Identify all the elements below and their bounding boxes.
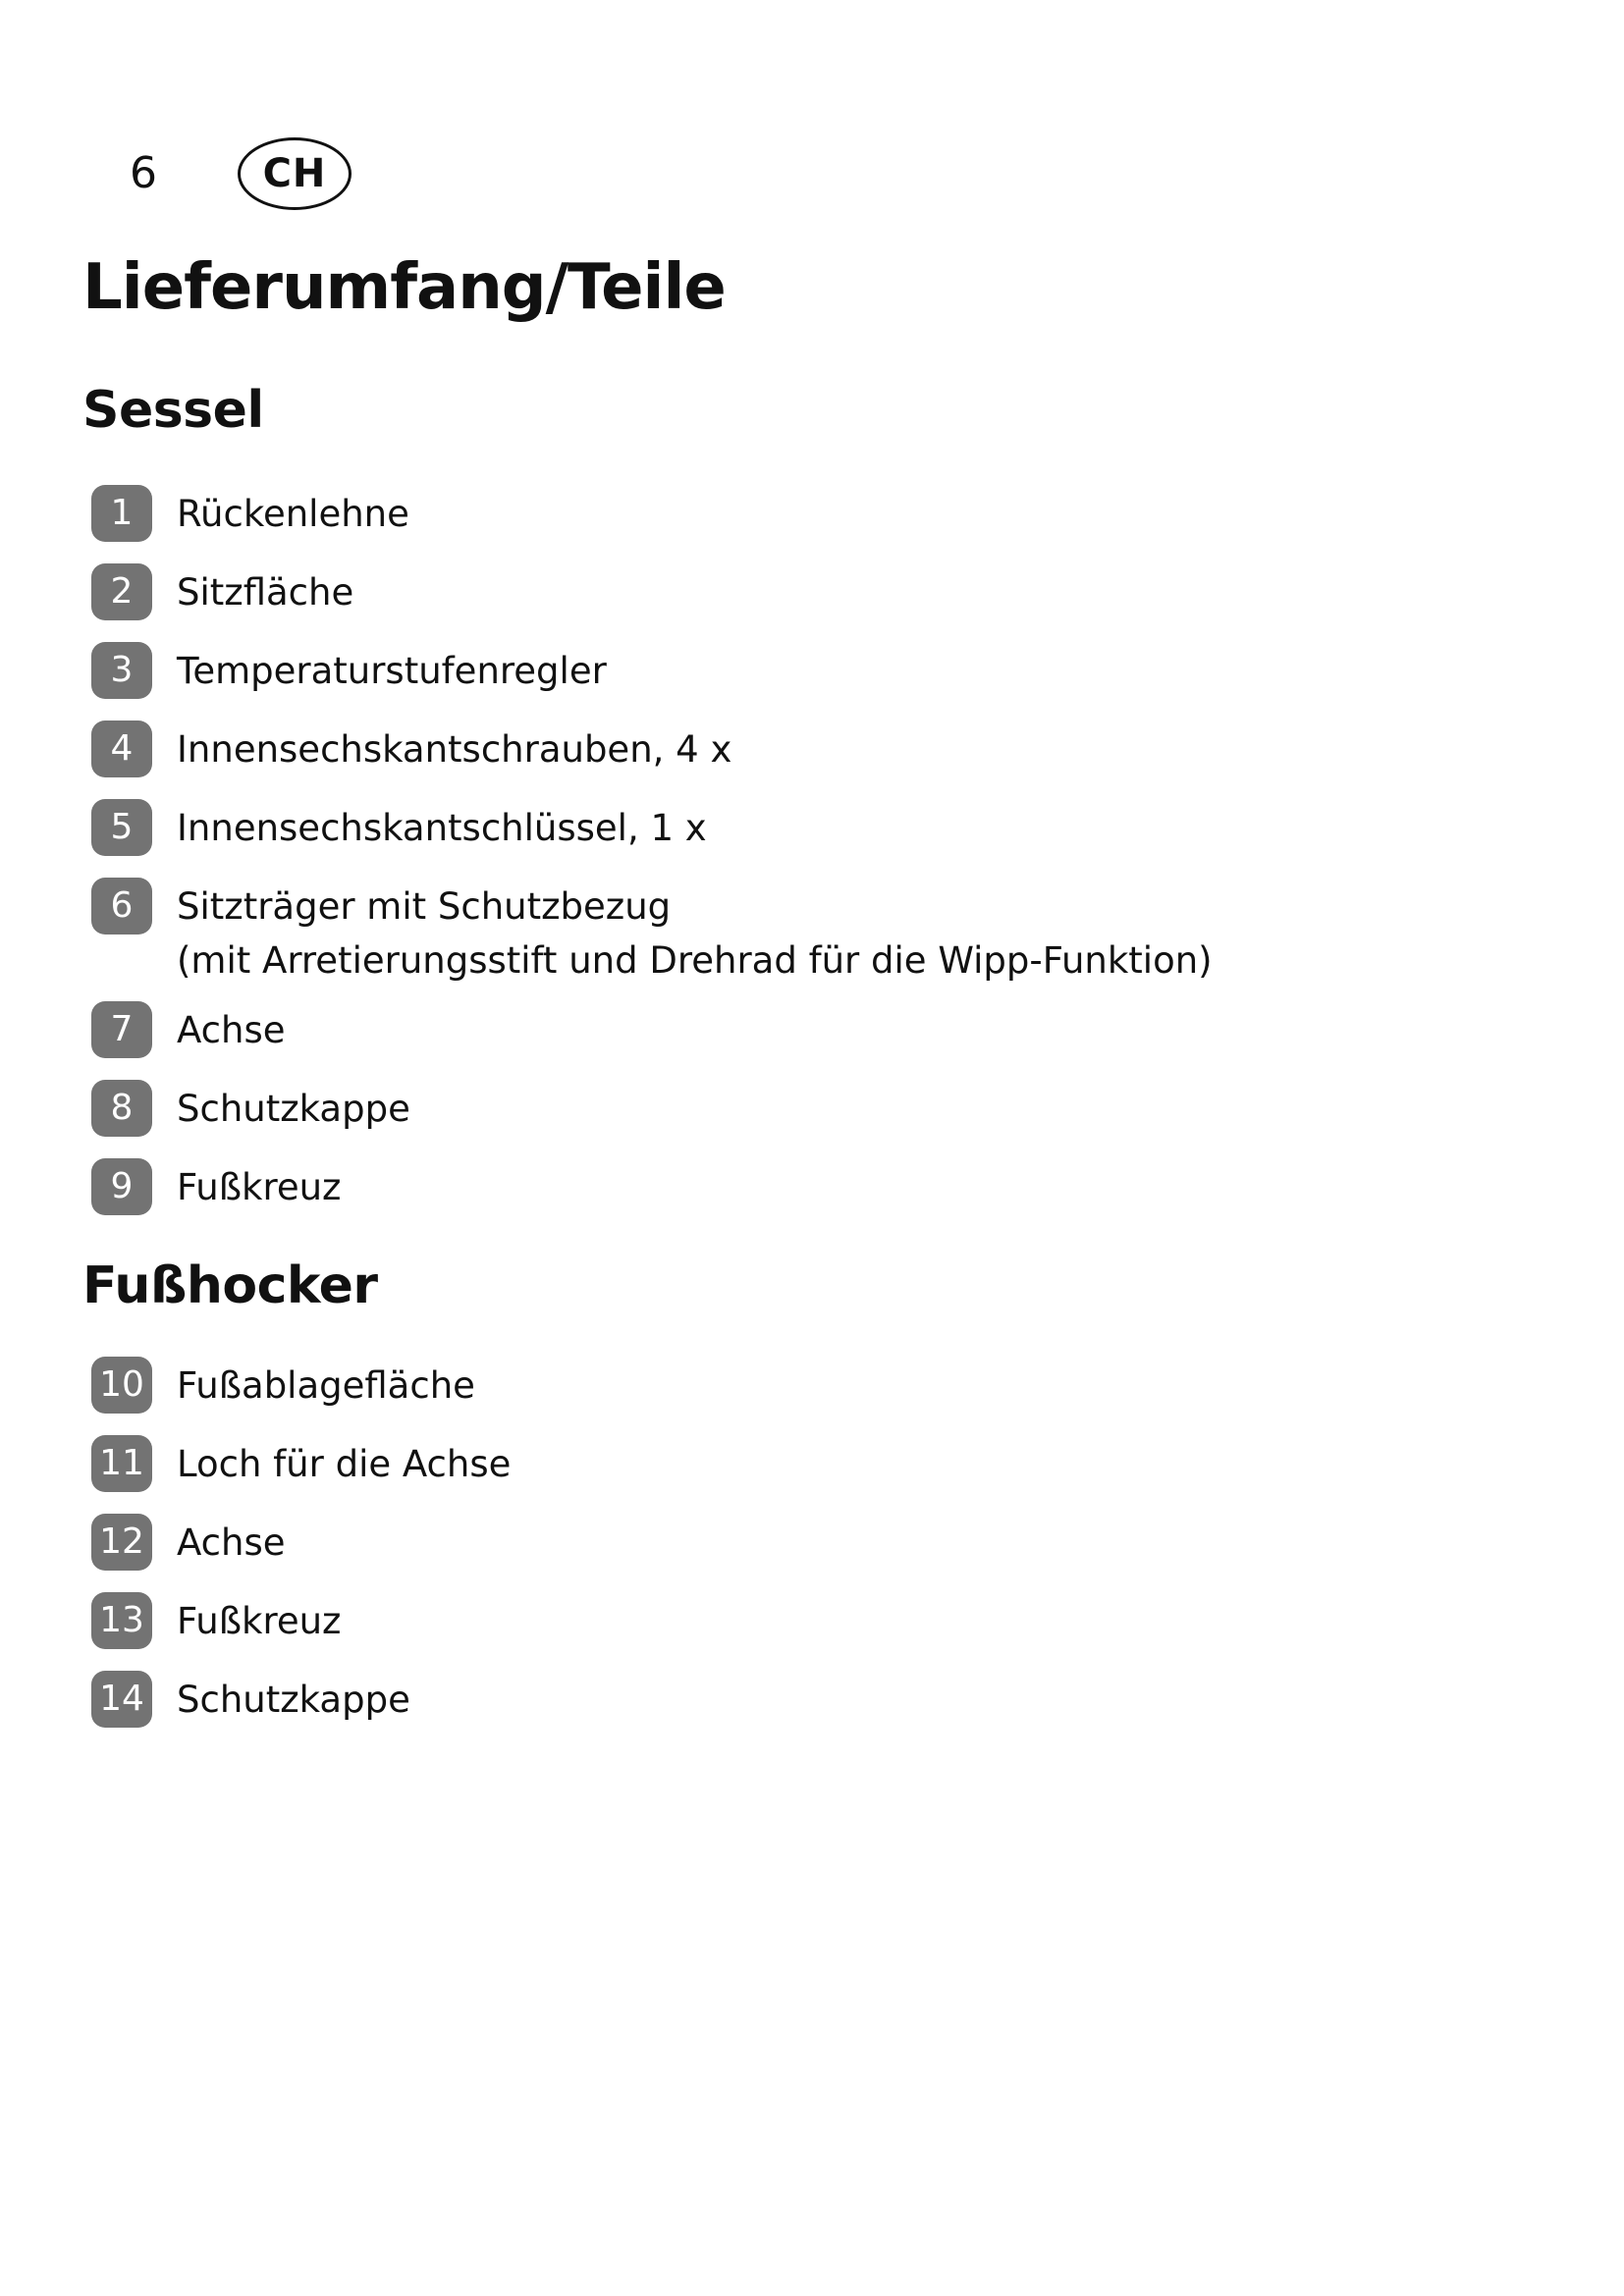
country-code-badge: CH: [238, 137, 352, 210]
list-item: [91, 1437, 511, 1516]
part-number-badge: 4: [91, 721, 152, 777]
page-title: Lieferumfang/Teile: [82, 251, 726, 324]
list-item: [91, 722, 1213, 801]
part-label: Innensechskantschrauben, 4 x: [177, 728, 732, 771]
part-label: Sitzfläche: [177, 571, 354, 614]
part-number-badge: 8: [91, 1080, 152, 1137]
page-header: [130, 133, 352, 215]
part-label: Fußablagefläche: [177, 1364, 475, 1407]
list-item: [91, 1516, 511, 1594]
part-label-line-1: Sitzträger mit Schutzbezug: [177, 885, 672, 928]
part-label: Loch für die Achse: [177, 1443, 512, 1485]
part-number-badge: 10: [91, 1357, 152, 1414]
part-number-badge: 11: [91, 1435, 152, 1492]
part-number-badge: 6: [91, 878, 152, 934]
list-item: [91, 1594, 511, 1673]
part-label: Schutzkappe: [177, 1088, 410, 1130]
part-number-badge: 12: [91, 1514, 152, 1571]
section-heading-sessel: Sessel: [82, 381, 264, 440]
list-item: [91, 880, 1213, 1003]
parts-list-sessel: [91, 487, 1213, 1239]
list-item: [91, 1359, 511, 1437]
part-label: [177, 880, 1213, 988]
part-label: Achse: [177, 1009, 286, 1051]
section-heading-fusshocker: Fußhocker: [82, 1256, 378, 1315]
parts-list-fusshocker: [91, 1359, 511, 1751]
part-label: Schutzkappe: [177, 1679, 410, 1721]
part-number-badge: 3: [91, 642, 152, 699]
list-item: [91, 1160, 1213, 1239]
part-number-badge: 9: [91, 1158, 152, 1215]
list-item: [91, 1003, 1213, 1082]
part-number-badge: 7: [91, 1001, 152, 1058]
part-number-badge: 1: [91, 485, 152, 542]
part-label: Temperaturstufenregler: [177, 650, 607, 692]
part-label: Achse: [177, 1522, 286, 1564]
list-item: [91, 644, 1213, 722]
list-item: [91, 1082, 1213, 1160]
part-label: Rückenlehne: [177, 493, 409, 535]
list-item: [91, 801, 1213, 880]
part-number-badge: 13: [91, 1592, 152, 1649]
part-number-badge: 14: [91, 1671, 152, 1728]
list-item: [91, 1673, 511, 1751]
part-label: Fußkreuz: [177, 1600, 342, 1642]
list-item: [91, 487, 1213, 565]
part-label: Innensechskantschlüssel, 1 x: [177, 807, 707, 849]
part-label-line-2: (mit Arretierungsstift und Drehrad für die Wipp-Funktion): [177, 939, 1213, 982]
page-number: 6: [130, 148, 157, 198]
part-number-badge: 2: [91, 563, 152, 620]
part-label: Fußkreuz: [177, 1166, 342, 1208]
part-number-badge: 5: [91, 799, 152, 856]
list-item: [91, 565, 1213, 644]
